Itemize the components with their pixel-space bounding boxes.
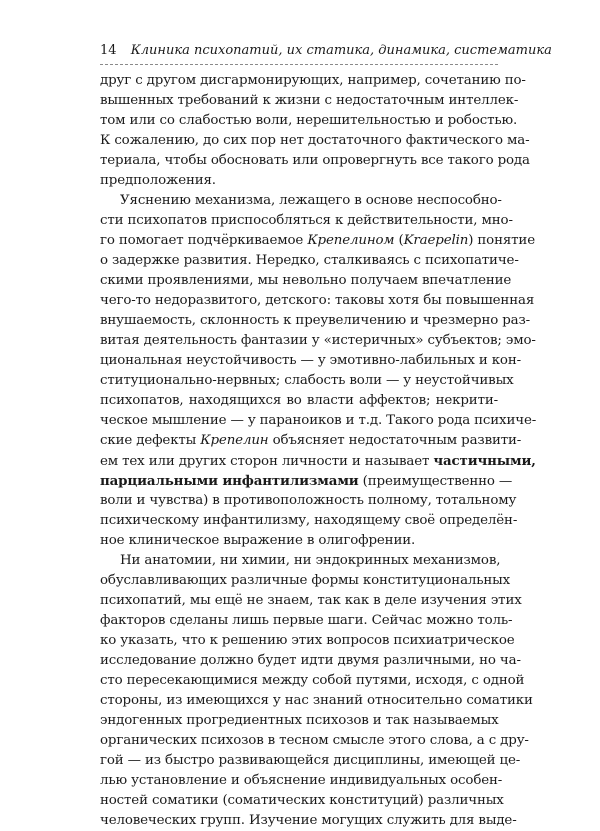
text-segment: факторов сделаны лишь первые шаги. Сейчас можно толь- (100, 613, 513, 628)
text-segment: предположения. (100, 173, 216, 188)
text-segment: друг с другом дисгармонирующих, например, сочетанию по- (100, 73, 526, 88)
text-line (100, 691, 533, 711)
text-line (100, 191, 502, 211)
text-segment: ) понятие (468, 233, 535, 248)
bold-term: частичными, (433, 453, 536, 469)
text-line (100, 411, 537, 431)
text-line (100, 431, 522, 451)
text-segment: эндогенных прогредиентных психозов и так называемых (100, 713, 499, 728)
text-segment: ко указать, что к решению этих вопросов психиатрическое (100, 633, 515, 648)
text-segment: териала, чтобы обосновать или опровергнуть все такого рода (100, 153, 530, 168)
text-line (100, 651, 521, 671)
text-segment: психопатов, находящихся во власти аффектов; некрити- (100, 393, 498, 408)
text-segment: Ни анатомии, ни химии, ни эндокринных механизмов, (120, 553, 501, 568)
text-segment: воли и чувства) в противоположность полному, тотальному (100, 493, 517, 508)
text-segment: циональная неустойчивость — у эмотивно-лабильных и кон- (100, 353, 521, 368)
text-line (100, 491, 517, 511)
text-line (100, 671, 525, 691)
italic-text: Kraepelin (403, 233, 469, 248)
text-segment: сто пересекающимися между собой путями, исходя, с одной (100, 673, 525, 688)
text-segment: ностей соматики (соматических конституций) различных (100, 793, 504, 808)
text-line (100, 591, 522, 611)
text-segment: Уяснению механизма, лежащего в основе неспособно- (120, 193, 502, 208)
text-segment: человеческих групп. Изучение могущих служить для выде- (100, 813, 517, 828)
text-line (100, 771, 503, 791)
text-segment: ем тех или других сторон личности и называет (100, 454, 434, 469)
body-text (100, 71, 537, 831)
text-segment: органических психозов в тесном смысле этого слова, а с дру- (100, 733, 529, 748)
text-line (100, 111, 518, 131)
text-line (100, 511, 518, 531)
text-segment: стороны, из имеющихся у нас знаний относительно соматики (100, 693, 533, 708)
text-segment: психическому инфантилизму, находящему своё определён- (100, 513, 518, 528)
text-segment: чего-то недоразвитого, детского: таковы хотя бы повышенная (100, 293, 535, 308)
text-line (100, 351, 521, 371)
text-line (100, 391, 498, 411)
page-number: 14 (100, 43, 117, 58)
text-line (100, 251, 519, 271)
text-line (100, 571, 511, 591)
text-line (100, 171, 498, 191)
text-line (100, 271, 512, 291)
text-segment: К сожалению, до сих пор нет достаточного фактического ма- (100, 133, 530, 148)
text-line (100, 811, 517, 831)
text-line (100, 211, 513, 231)
text-segment: ские дефекты (100, 433, 201, 448)
text-segment: гой — из быстро развивающейся дисциплины, имеющей це- (100, 753, 521, 768)
text-segment: сти психопатов приспособляться к действительности, мно- (100, 213, 513, 228)
text-segment: скими проявлениями, мы невольно получаем впечатление (100, 273, 512, 288)
text-segment: ( (394, 233, 404, 248)
text-line (100, 531, 498, 551)
text-line (100, 451, 536, 471)
text-segment: том или со слабостью воли, нерешительностью и робостью. (100, 113, 518, 128)
text-segment: витая деятельность фантазии у «истеричных» субъектов; эмо- (100, 333, 536, 348)
text-line (100, 631, 515, 651)
text-segment: ческое мышление — у параноиков и т.д. Такого рода психиче- (100, 413, 537, 428)
text-line (100, 131, 530, 151)
text-line (100, 791, 504, 811)
running-title: Клиника психопатий, их статика, динамика, систематика (130, 43, 552, 58)
text-segment: го помогает подчёркиваемое (100, 233, 308, 248)
text-segment: объясняет недостаточным развити- (268, 433, 522, 448)
text-segment: обуславливающих различные формы конституциональных (100, 573, 511, 588)
text-segment: ституционально-нервных; слабость воли — у неустойчивых (100, 373, 514, 388)
text-segment: (преимущественно — (358, 474, 513, 489)
text-line (100, 751, 521, 771)
text-line (100, 291, 535, 311)
text-line (100, 711, 498, 731)
text-line (100, 471, 513, 491)
text-segment: внушаемость, склонность к преувеличению и чрезмерно раз- (100, 313, 531, 328)
text-line (100, 371, 514, 391)
text-line (100, 151, 530, 171)
italic-text: Крепелином (307, 233, 395, 248)
text-segment: о задержке развития. Нередко, сталкиваясь с психопатиче- (100, 253, 519, 268)
text-line (100, 551, 501, 571)
text-segment: психопатий, мы ещё не знаем, так как в деле изучения этих (100, 593, 522, 608)
bold-term: парциальными инфантилизмами (100, 473, 359, 489)
text-segment: вышенных требований к жизни с недостаточным интеллек- (100, 93, 519, 108)
italic-text: Крепелин (200, 433, 269, 448)
text-segment: исследование должно будет идти двумя различными, но ча- (100, 653, 521, 668)
text-line (100, 231, 535, 251)
text-line (100, 731, 529, 751)
text-segment: лью установление и объяснение индивидуальных особен- (100, 773, 503, 788)
text-line (100, 91, 519, 111)
running-head (100, 40, 552, 65)
text-line (100, 311, 531, 331)
text-segment: ное клиническое выражение в олигофрении. (100, 533, 416, 548)
text-line (100, 331, 536, 351)
text-line (100, 71, 526, 91)
text-line (100, 611, 513, 631)
